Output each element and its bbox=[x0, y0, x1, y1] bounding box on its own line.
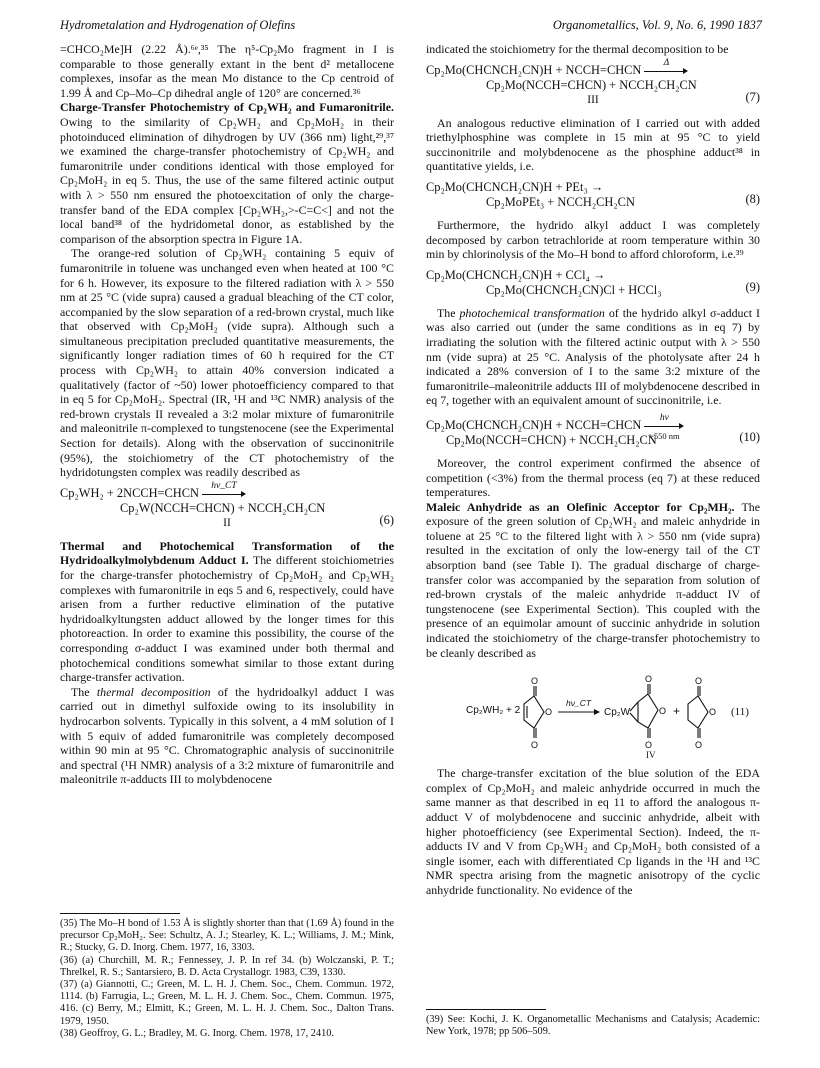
paragraph-text: The exposure of the green solution of Cp₂WH₂ and maleic anhydride in toluene at 25 °C to the filtered light with λ > 550 nm (vide supra) resulted in the excitation of only the low-energy tail of the CT absorption band (see Table I). The gradual discharge of charge-transfer color was accompanied by the separation from solution of red-brown crystals of the maleic anhydride π-adduct IV of tungstenocene (see Experimental Section). This coupled with the presence of an equimolar amount of succinic anhydride in solution indicated the stoichiometry of the charge-transfer photochemistry to be cleanly described as bbox=[426, 499, 760, 660]
journal-citation: Organometallics, Vol. 9, No. 6, 1990 1837 bbox=[552, 18, 762, 32]
pi-adduct-structure bbox=[630, 684, 658, 738]
paragraph-text: of the hydrido alkyl σ-adduct I was also carried out (under the same conditions as in eq 7) by irradiating the solution with the filtered actinic output with λ > 550 nm (vide supra) at 25 °C. Analysis of the photolysate after 24 h indicated a 28% conversion of I to the same 3:2 mixture of the fumaronitrile–maleonitrile adducts III of molybdenocene described in eq 7, together with an equivalent amount of succinonitrile, i.e. bbox=[426, 305, 760, 408]
paragraph bbox=[60, 685, 394, 787]
equation-number: (8) bbox=[745, 191, 760, 206]
paragraph-text: The bbox=[437, 305, 460, 320]
oxygen-label: O bbox=[545, 707, 553, 718]
product-text: Cp₂W bbox=[604, 707, 631, 719]
running-title: Hydrometalation and Hydrogenation of Olefins bbox=[60, 18, 296, 32]
footnote-divider bbox=[60, 913, 180, 914]
section-heading: Thermal and Photochemical Transformation of the Hydridoalkylmolybdenum Adduct I. bbox=[60, 538, 394, 568]
footnote: (35) The Mo–H bond of 1.53 Å is slightly shorter than that (1.69 Å) found in the precursor Cp₂MoH₂. See: Schultz, A. J.; Stearley, K. L.; Williams, J. M.; Mink, R.; Stucky, G. D. Inorg. Chem. 1977, 16, 3303. bbox=[60, 918, 394, 954]
footnote-divider bbox=[426, 1009, 546, 1010]
arrow-head-icon bbox=[594, 709, 600, 715]
maleic-anhydride-scheme bbox=[426, 666, 760, 758]
compound-label: III bbox=[587, 93, 599, 106]
reaction-arrow-icon bbox=[202, 480, 246, 498]
equation-number: (6) bbox=[379, 512, 394, 527]
footnote: (36) (a) Churchill, M. R.; Fennessey, J. P. In ref 34. (b) Wolczanski, P. T.; Threlkel, R. S.; Santarsiero, B. D. Acta Crystallogr. 1983, C39, 1330. bbox=[60, 954, 394, 978]
paragraph: =CHCO₂Me]H (2.22 Å).⁶ᵉ,³⁵ The η⁵-Cp₂Mo fragment in I is comparable to those generally extant in the bent d² metallocene complexes, insofar as the mean Mo distance to the Cp centroid of 1.99 Å and Cp–Mo–Cp dihedral angle of 120° are concerned.³⁶ bbox=[60, 42, 394, 100]
oxygen-label: O bbox=[645, 740, 653, 751]
oxygen-label: O bbox=[659, 706, 667, 717]
section-heading: Maleic Anhydride as an Olefinic Acceptor for Cp₂MH₂. bbox=[426, 499, 735, 514]
footnote: (37) (a) Giannotti, C.; Green, M. L. H. J. Chem. Soc., Chem. Commun. 1972, 1114. (b) Farrugia, L.; Green, M. L. H. J. Chem. Soc., Chem. Commun. 1975, 416. (c) Berry, M.; Elmitt, K.; Green, M. L. H. J. Chem. Soc., Dalton Trans. 1979, 1950. bbox=[60, 979, 394, 1027]
section-heading: Charge-Transfer Photochemistry of Cp₂WH₂ and Fumaronitrile. bbox=[60, 100, 394, 115]
reaction-arrow-icon bbox=[644, 413, 684, 442]
arrow-condition: >550 nm bbox=[649, 431, 680, 442]
equation-8 bbox=[426, 180, 760, 210]
footnote: (39) See: Kochi, J. K. Organometallic Mechanisms and Catalysis; Academic: New York, 1978; pp 506–509. bbox=[426, 1014, 760, 1038]
arrow-label: Δ bbox=[663, 57, 670, 68]
succinic-anhydride-structure bbox=[688, 686, 708, 738]
equation-number: (7) bbox=[745, 89, 760, 104]
equation-lhs: Cp₂Mo(CHCNCH₂CN)H + CCl₄ → bbox=[426, 267, 606, 282]
emphasis: photochemical transformation bbox=[459, 305, 605, 320]
reaction-arrow-icon bbox=[644, 57, 688, 75]
paragraph: An analogous reductive elimination of I carried out with added triethylphosphine was complete in 15 min at 95 °C to yield succinonitrile and molybdenocene as the phosphine adduct³⁸ in quantitative yields, i.e. bbox=[426, 115, 760, 174]
paragraph: indicated the stoichiometry for the thermal decomposition to be bbox=[426, 42, 729, 56]
plus-sign: + bbox=[673, 704, 681, 719]
equation-7 bbox=[426, 57, 760, 108]
oxygen-label: O bbox=[645, 674, 653, 685]
equation-9 bbox=[426, 268, 760, 298]
footnotes-left bbox=[60, 913, 394, 1040]
equation-number: (9) bbox=[745, 279, 760, 294]
paragraph: The orange-red solution of Cp₂WH₂ containing 5 equiv of fumaronitrile in toluene was unchanged even when heated at 100 °C for 6 h. However, its exposure to the filtered radiation with λ > 550 nm at 25 °C (vide supra) caused a gradual bleaching of the CT color, accompanied by the slow separation of a red-brown crystal, much like that observed with Cp₂MoH₂ (vide supra). Although such a simultaneous precipitation precluded quantitative measurements, the significantly longer radiation times of 60 h required for the CT process with Cp₂WH₂ to attain 40% conversion indicated a qualitatively (factor of ~50) lower photoefficiency compared to that in eq 5 for Cp₂MoH₂. Spectral (IR, ¹H and ¹³C NMR) analysis of the red-brown crystals II revealed a 3:2 molar mixture of fumaronitrile and maleonitrile π-complexed to tungstenocene (see the Experimental Section for details). Along with the observation of succinonitrile (95%), the stoichiometry of the CT photochemistry of the hydridotungsten complex was readily described as bbox=[60, 246, 394, 480]
equation-rhs: Cp₂Mo(NCCH=CHCN) + NCCH₂CH₂CN bbox=[486, 77, 697, 92]
paragraph-text: The different stoichiometries for the charge-transfer photochemistry of Cp₂MoH₂ and Cp₂WH₂ complexes with fumaronitrile in eqs 5 and 6, respectively, could have arisen from a further reductive elimination of the putative hydridoalkyltungsten adduct allowed by the longer times for this photoreaction. In order to examine this possibility, the course of the corresponding σ-adduct I was examined under both thermal and photochemical conditions somewhat similar to those extant during charge-transfer activation. bbox=[60, 553, 395, 685]
footnote: (38) Geoffroy, G. L.; Bradley, M. G. Inorg. Chem. 1978, 17, 2410. bbox=[60, 1027, 334, 1039]
paragraph: The charge-transfer excitation of the blue solution of the EDA complex of Cp₂MoH₂ and maleic anhydride occurred in much the same manner as that described in eq 11 to afford the analogous π-adduct V of molybdenocene and succinic anhydride, albeit with higher photoefficiency (see Experimental Section). Indeed, the π-adducts IV and V from Cp₂WH₂ and Cp₂MoH₂ both consisted of a single isomer, each with differentiated Cp ligands in the ¹H and ¹³C NMR spectra arising from the magnetic anisotropy of the cyclic anhydride functionality. No evidence of the bbox=[426, 766, 760, 897]
equation-number: (10) bbox=[739, 429, 760, 444]
equation-10 bbox=[426, 413, 760, 448]
equation-rhs: Cp₂Mo(CHCNCH₂CN)Cl + HCCl₃ bbox=[486, 282, 662, 297]
oxygen-label: O bbox=[695, 740, 703, 751]
equation-rhs: Cp₂W(NCCH=CHCN) + NCCH₂CH₂CN bbox=[120, 500, 326, 515]
paragraph-text: Owing to the similarity of Cp₂WH₂ and Cp₂MoH₂ in their photoinduced elimination of dihydrogen by UV (366 nm) light,²⁹,³⁷ we examined the charge-transfer photochemistry of Cp₂WH₂ and fumaronitrile under conditions identical with those employed for Cp₂MoH₂ in eq 5. Thus, the use of the same filtered actinic output with λ > 550 nm ensured the photoexcitation of only the charge-transfer band of the EDA complex [Cp₂WH₂,>-C=C<] and not the local band³⁸ of the hydridometal donor, as established by the comparison of the absorption spectra in Figure 1A. bbox=[60, 114, 394, 246]
equation-rhs: Cp₂Mo(NCCH=CHCN) + NCCH₂CH₂CN bbox=[446, 432, 657, 447]
maleic-anhydride-structure bbox=[524, 686, 544, 738]
arrow-label: hν bbox=[659, 413, 669, 424]
equation-6 bbox=[60, 480, 394, 531]
emphasis: thermal decomposition bbox=[96, 684, 211, 699]
reactant-text: Cp₂WH₂ + 2 bbox=[466, 705, 521, 717]
paragraph: Moreover, the control experiment confirmed the absence of competition (<3%) from the thermal process (eq 7) at these reduced temperatures. bbox=[426, 455, 760, 500]
paragraph-text: The bbox=[71, 684, 97, 699]
arrow-label: hν_CT bbox=[211, 480, 237, 491]
equation-lhs: Cp₂Mo(CHCNCH₂CN)H + NCCH=CHCN bbox=[426, 62, 642, 77]
paragraph-text: of the hydridoalkyl adduct I was carried out in dimethyl sulfoxide owing to its insolubility in hydrocarbon solvents. Typically in this solvent, a 4 mM solution of I with 5 equiv of added fumaronitrile was completely decomposed within 90 min at 95 °C. Chromatographic analysis of succinonitrile and spectral (¹H NMR) analysis of a 3:2 mixture of fumaronitrile and maleonitrile π-adducts III to molybdenocene bbox=[60, 684, 394, 787]
arrow-label: hν_CT bbox=[566, 698, 592, 709]
compound-label: IV bbox=[646, 750, 656, 759]
oxygen-label: O bbox=[695, 676, 703, 687]
equation-lhs: Cp₂Mo(CHCNCH₂CN)H + PEt₃ → bbox=[426, 179, 604, 194]
equation-rhs: Cp₂MoPEt₃ + NCCH₂CH₂CN bbox=[486, 194, 635, 209]
oxygen-label: O bbox=[531, 740, 539, 751]
equation-lhs: Cp₂WH₂ + 2NCCH=CHCN bbox=[60, 485, 199, 500]
footnotes-right bbox=[426, 1009, 760, 1038]
right-column bbox=[426, 42, 760, 898]
equation-lhs: Cp₂Mo(CHCNCH₂CN)H + NCCH=CHCN bbox=[426, 417, 642, 432]
equation-11 bbox=[426, 666, 760, 758]
paragraph: Furthermore, the hydrido alkyl adduct I was completely decomposed by carbon tetrachloride at room temperature within 30 min by chlorinolysis of the Mo–H bond to afford chloroform, i.e.³⁹ bbox=[426, 217, 760, 262]
compound-label: II bbox=[223, 516, 231, 529]
oxygen-label: O bbox=[709, 707, 717, 718]
equation-number: (11) bbox=[731, 706, 749, 719]
paragraph bbox=[426, 306, 760, 408]
oxygen-label: O bbox=[531, 676, 539, 687]
left-column bbox=[60, 42, 394, 787]
